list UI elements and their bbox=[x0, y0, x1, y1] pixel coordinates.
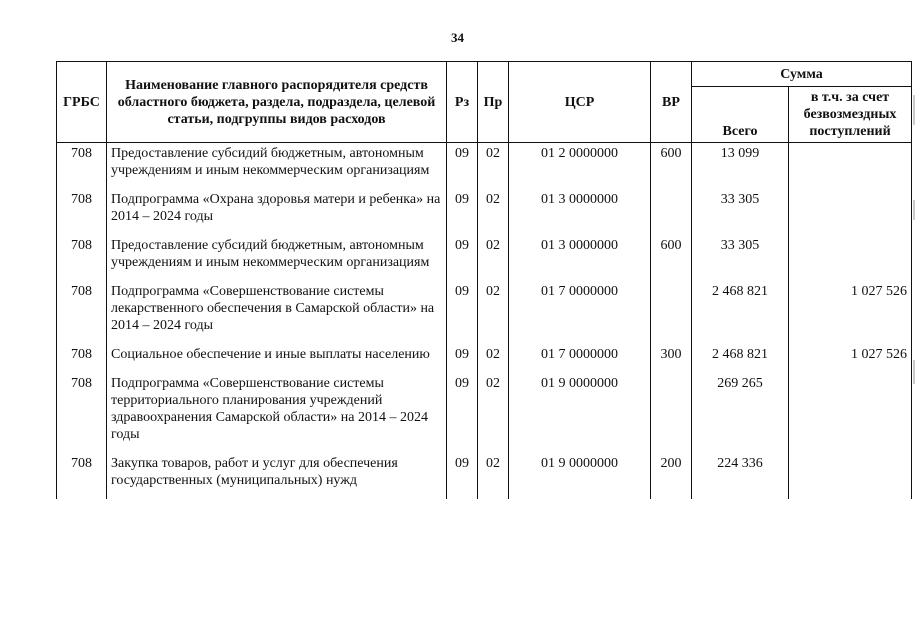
cell-free bbox=[789, 235, 912, 281]
cell-csr: 01 2 0000000 bbox=[509, 143, 651, 190]
cell-csr: 01 3 0000000 bbox=[509, 189, 651, 235]
cell-vr: 300 bbox=[651, 344, 692, 373]
header-pr: Пр bbox=[478, 62, 509, 143]
cell-vr bbox=[651, 189, 692, 235]
header-free: в т.ч. за счет безвозмездных поступлений bbox=[789, 87, 912, 143]
cell-rz: 09 bbox=[447, 344, 478, 373]
cell-grbs: 708 bbox=[57, 281, 107, 344]
cell-total: 224 336 bbox=[692, 453, 789, 499]
cell-rz: 09 bbox=[447, 281, 478, 344]
cell-grbs: 708 bbox=[57, 344, 107, 373]
header-name: Наименование главного распорядителя средств областного бюджета, раздела, подраздела, целевой статьи, подгруппы видов расходов bbox=[107, 62, 447, 143]
cell-free bbox=[789, 189, 912, 235]
cell-total: 33 305 bbox=[692, 189, 789, 235]
header-vr: ВР bbox=[651, 62, 692, 143]
cell-total: 269 265 bbox=[692, 373, 789, 453]
cell-grbs: 708 bbox=[57, 189, 107, 235]
cell-csr: 01 3 0000000 bbox=[509, 235, 651, 281]
cell-vr bbox=[651, 281, 692, 344]
cell-pr: 02 bbox=[478, 189, 509, 235]
cell-csr: 01 7 0000000 bbox=[509, 281, 651, 344]
cell-pr: 02 bbox=[478, 373, 509, 453]
cell-rz: 09 bbox=[447, 143, 478, 190]
cell-name: Подпрограмма «Совершенствование системы лекарственного обеспечения в Самарской области» на 2014 – 2024 годы bbox=[107, 281, 447, 344]
cell-grbs: 708 bbox=[57, 453, 107, 499]
budget-table bbox=[56, 61, 912, 499]
cell-grbs: 708 bbox=[57, 235, 107, 281]
table-row bbox=[57, 189, 912, 235]
cell-rz: 09 bbox=[447, 235, 478, 281]
cell-name: Закупка товаров, работ и услуг для обеспечения государственных (муниципальных) нужд bbox=[107, 453, 447, 499]
table-row bbox=[57, 373, 912, 453]
cell-csr: 01 9 0000000 bbox=[509, 453, 651, 499]
cell-grbs: 708 bbox=[57, 373, 107, 453]
cell-total: 33 305 bbox=[692, 235, 789, 281]
table-row bbox=[57, 235, 912, 281]
table-row bbox=[57, 344, 912, 373]
cell-pr: 02 bbox=[478, 281, 509, 344]
header-grbs: ГРБС bbox=[57, 62, 107, 143]
cell-vr: 600 bbox=[651, 235, 692, 281]
cell-name: Подпрограмма «Совершенствование системы территориального планирования учреждений здравоохранения Самарской области» на 2014 – 2024 годы bbox=[107, 373, 447, 453]
cell-rz: 09 bbox=[447, 189, 478, 235]
cell-total: 2 468 821 bbox=[692, 281, 789, 344]
cell-name: Предоставление субсидий бюджетным, автономным учреждениям и иным некоммерческим организациям bbox=[107, 143, 447, 190]
cell-name: Предоставление субсидий бюджетным, автономным учреждениям и иным некоммерческим организациям bbox=[107, 235, 447, 281]
table-header bbox=[57, 62, 912, 143]
cell-vr bbox=[651, 373, 692, 453]
cell-name: Социальное обеспечение и иные выплаты населению bbox=[107, 344, 447, 373]
cell-grbs: 708 bbox=[57, 143, 107, 190]
cell-pr: 02 bbox=[478, 344, 509, 373]
table-row bbox=[57, 453, 912, 499]
page-number: 34 bbox=[451, 30, 464, 45]
header-sum: Сумма bbox=[692, 62, 912, 87]
header-total: Всего bbox=[692, 87, 789, 143]
header-csr: ЦСР bbox=[509, 62, 651, 143]
table-row bbox=[57, 143, 912, 190]
cell-free bbox=[789, 143, 912, 190]
cell-vr: 200 bbox=[651, 453, 692, 499]
cell-free bbox=[789, 373, 912, 453]
cell-csr: 01 9 0000000 bbox=[509, 373, 651, 453]
cell-free: 1 027 526 bbox=[789, 281, 912, 344]
header-rz: Рз bbox=[447, 62, 478, 143]
cell-free bbox=[789, 453, 912, 499]
cell-vr: 600 bbox=[651, 143, 692, 190]
cell-pr: 02 bbox=[478, 235, 509, 281]
cell-name: Подпрограмма «Охрана здоровья матери и ребенка» на 2014 – 2024 годы bbox=[107, 189, 447, 235]
cell-pr: 02 bbox=[478, 143, 509, 190]
cell-total: 2 468 821 bbox=[692, 344, 789, 373]
table-row bbox=[57, 281, 912, 344]
budget-table-wrap bbox=[56, 61, 912, 499]
cell-free: 1 027 526 bbox=[789, 344, 912, 373]
cell-pr: 02 bbox=[478, 453, 509, 499]
cell-rz: 09 bbox=[447, 453, 478, 499]
cell-csr: 01 7 0000000 bbox=[509, 344, 651, 373]
cell-total: 13 099 bbox=[692, 143, 789, 190]
cell-rz: 09 bbox=[447, 373, 478, 453]
